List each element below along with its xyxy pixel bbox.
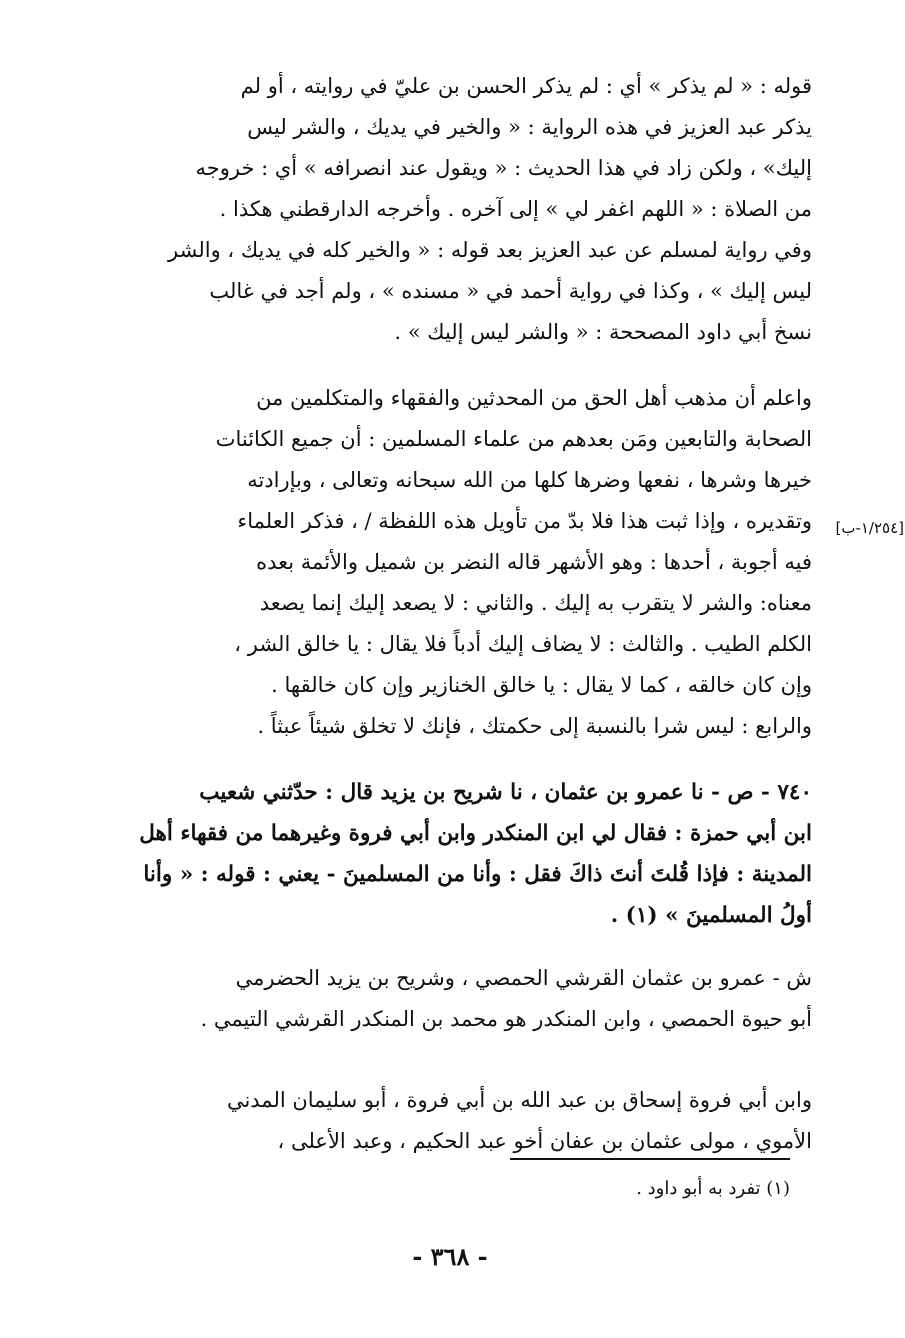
text-line: وفي رواية لمسلم عن عبد العزيز بعد قوله : « والخير كله في يديك ، والشر xyxy=(168,238,812,262)
text-line: نسخ أبي داود المصححة : « والشر ليس إليك » . xyxy=(394,320,812,344)
text-line: واعلم أن مذهب أهل الحق من المحدثين والفقهاء والمتكلمين من xyxy=(256,386,812,410)
text-line: ليس إليك » ، وكذا في رواية أحمد في « مسنده » ، ولم أجد في غالب xyxy=(209,279,812,303)
text-line: من الصلاة : « اللهم اغفر لي » إلى آخره . وأخرجه الدارقطني هكذا . xyxy=(219,197,812,221)
text-line: يذكر عبد العزيز في هذه الرواية : « والخير في يديك ، والشر ليس xyxy=(247,115,812,139)
commentary-paragraph-1 xyxy=(100,66,812,353)
text-line: وإن كان خالقه ، كما لا يقال : يا خالق الخنازير وإن كان خالقها . xyxy=(271,673,812,697)
text-line: المدينة : فإذا قُلتَ أنتَ ذاكَ فقل : وأنا من المسلمينَ - يعني : قوله : « وأنا xyxy=(143,862,812,887)
text-line: الأموي ، مولى عثمان بن عفان أخو عبد الحكيم ، وعبد الأعلى ، xyxy=(277,1129,812,1153)
text-line: معناه: والشر لا يتقرب به إليك . والثاني : لا يصعد إليك إنما يصعد xyxy=(259,591,812,615)
commentary-paragraph-2 xyxy=(100,378,812,747)
hadith-text-paragraph xyxy=(100,772,812,936)
text-line: فيه أجوبة ، أحدها : وهو الأشهر قاله النضر بن شميل والأئمة بعده xyxy=(256,550,812,574)
text-line: والرابع : ليس شرا بالنسبة إلى حكمتك ، فإنك لا تخلق شيئاً عبثاً . xyxy=(257,714,812,738)
text-line: أولُ المسلمينَ » (١) . xyxy=(610,903,812,928)
text-line: ابن أبي حمزة : فقال لي ابن المنكدر وابن أبي فروة وغيرهما من فقهاء أهل xyxy=(139,821,812,846)
text-line: أبو حيوة الحمصي ، وابن المنكدر هو محمد بن المنكدر القرشي التيمي . xyxy=(200,1007,812,1031)
footnote-divider xyxy=(510,1158,790,1160)
text-line: خيرها وشرها ، نفعها وضرها كلها من الله سبحانه وتعالى ، وبإرادته xyxy=(247,468,812,492)
text-line: الكلم الطيب . والثالث : لا يضاف إليك أدباً فلا يقال : يا خالق الشر ، xyxy=(234,632,812,656)
footnote: (١) تفرد به أبو داود . xyxy=(636,1178,790,1199)
text-line: قوله : « لم يذكر » أي : لم يذكر الحسن بن عليّ في روايته ، أو لم xyxy=(240,74,812,98)
text-line: ٧٤٠ - ص - نا عمرو بن عثمان ، نا شريح بن يزيد قال : حدّثني شعيب xyxy=(199,780,812,805)
text-line: ش - عمرو بن عثمان القرشي الحمصي ، وشريح بن يزيد الحضرمي xyxy=(235,966,812,990)
margin-manuscript-reference: [١/٢٥٤-ب] xyxy=(835,519,904,537)
commentary-paragraph-3 xyxy=(100,958,812,1040)
page-number: - ٣٦٨ - xyxy=(412,1242,488,1271)
text-line: الصحابة والتابعين ومَن بعدهم من علماء المسلمين : أن جميع الكائنات xyxy=(215,427,812,451)
text-line: وتقديره ، وإذا ثبت هذا فلا بدّ من تأويل هذه اللفظة / ، فذكر العلماء xyxy=(237,509,812,533)
text-line: وابن أبي فروة إسحاق بن عبد الله بن أبي فروة ، أبو سليمان المدني xyxy=(226,1088,812,1112)
text-line: إليك» ، ولكن زاد في هذا الحديث : « ويقول عند انصرافه » أي : خروجه xyxy=(195,156,812,180)
commentary-paragraph-4 xyxy=(100,1080,812,1162)
